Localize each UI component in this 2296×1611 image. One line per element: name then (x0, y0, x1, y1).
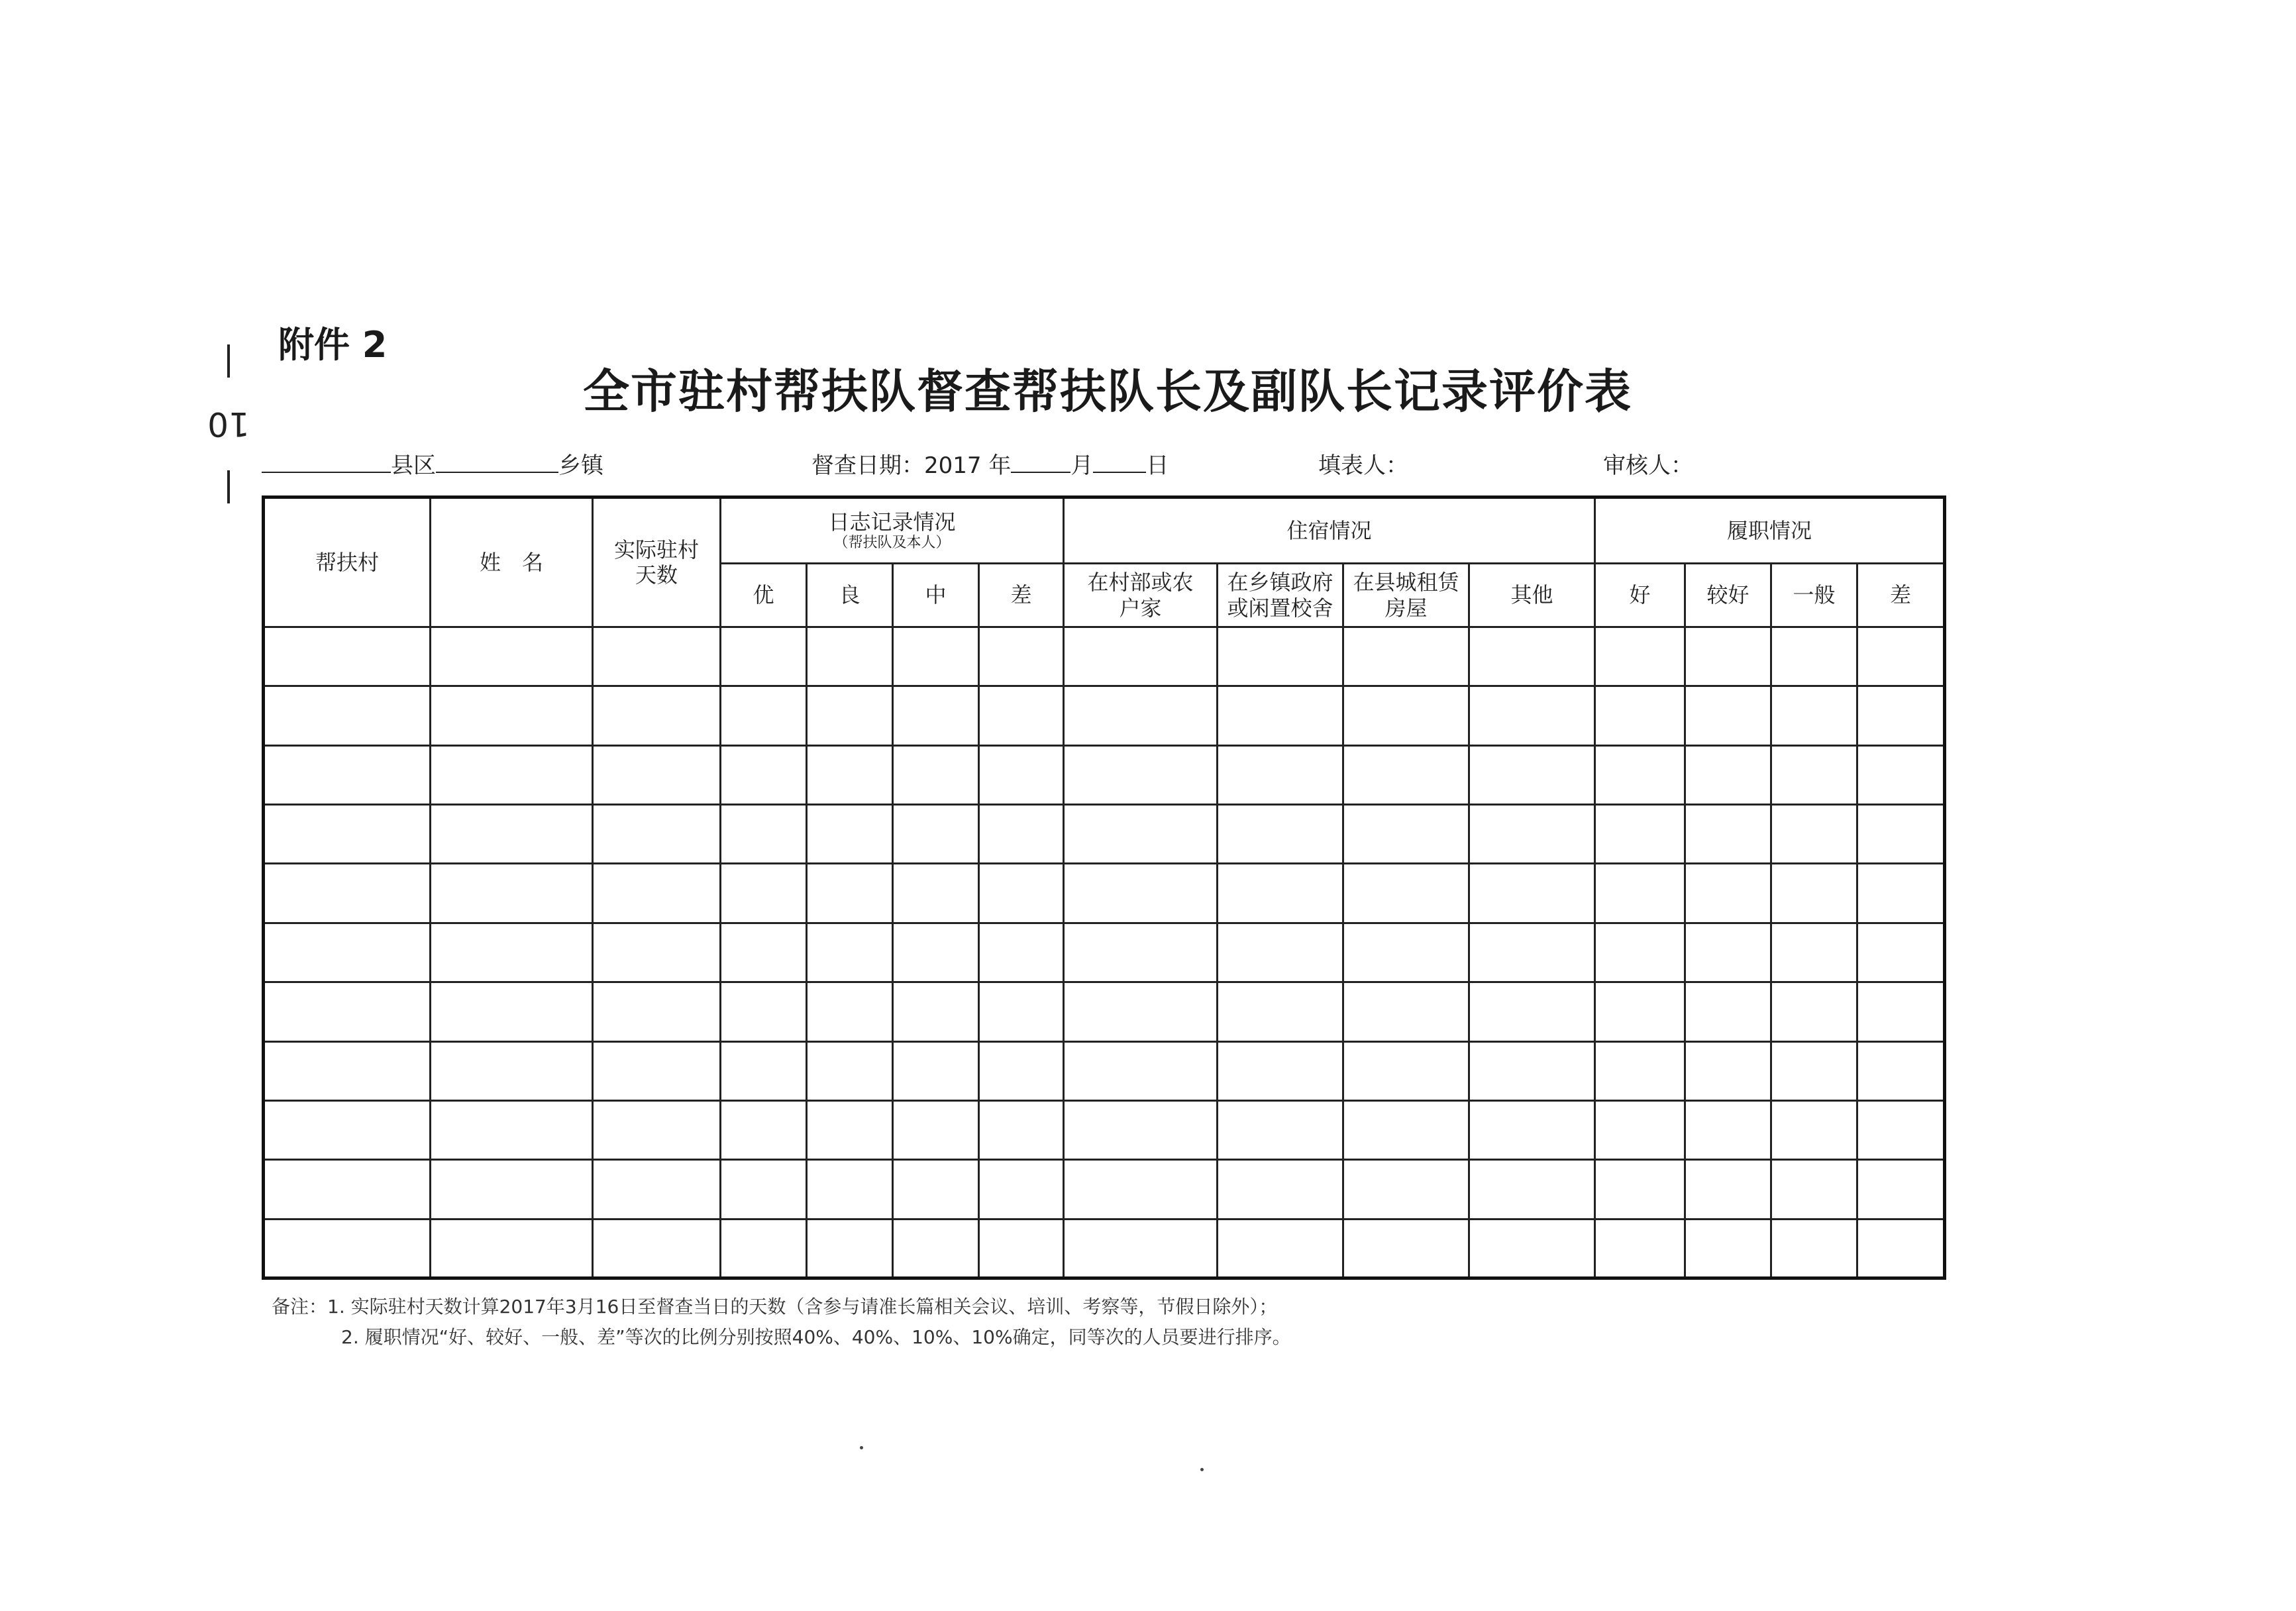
table-cell (1469, 923, 1595, 982)
table-cell (1685, 982, 1771, 1041)
table-cell (893, 1160, 979, 1219)
table-cell (431, 864, 593, 923)
table-cell (431, 745, 593, 804)
table-cell (893, 686, 979, 745)
table-cell (721, 745, 807, 804)
table-cell (1771, 627, 1857, 686)
table-cell (1857, 1041, 1945, 1100)
table-cell (431, 1219, 593, 1278)
scan-speck (860, 1446, 863, 1449)
month-blank (1011, 452, 1070, 473)
table-cell (1218, 923, 1343, 982)
table-cell (1595, 1219, 1685, 1278)
table-cell (1343, 1100, 1469, 1159)
table-cell (593, 864, 721, 923)
table-cell (807, 1160, 893, 1219)
table-cell (1595, 745, 1685, 804)
table-cell (979, 1100, 1064, 1159)
table-cell (1685, 805, 1771, 864)
table-cell (893, 982, 979, 1041)
table-cell (1595, 1100, 1685, 1159)
table-cell (1064, 1219, 1218, 1278)
table-cell (979, 745, 1064, 804)
table-cell (721, 1100, 807, 1159)
table-cell (1857, 805, 1945, 864)
table-cell (721, 805, 807, 864)
table-cell (1771, 1100, 1857, 1159)
table-cell (1064, 864, 1218, 923)
table-cell (1343, 805, 1469, 864)
table-row (264, 1160, 1945, 1219)
header-log-title: 日志记录情况 (828, 509, 956, 535)
table-cell (807, 864, 893, 923)
table-cell (1685, 1219, 1771, 1278)
header-lodging-township: 在乡镇政府或闲置校舍 (1218, 564, 1343, 627)
table-cell (893, 745, 979, 804)
table-cell (893, 1219, 979, 1278)
notes (272, 1292, 1291, 1353)
table-cell (593, 686, 721, 745)
table-cell (979, 627, 1064, 686)
header-log-note: （帮扶队及本人） (833, 535, 951, 551)
table-cell (807, 805, 893, 864)
table-row (264, 923, 1945, 982)
table-cell (1343, 627, 1469, 686)
table-cell (264, 805, 431, 864)
table-cell (1218, 745, 1343, 804)
table-cell (264, 1219, 431, 1278)
table-cell (1771, 1160, 1857, 1219)
table-cell (721, 1041, 807, 1100)
table-cell (807, 686, 893, 745)
table-cell (431, 982, 593, 1041)
table-cell (431, 627, 593, 686)
header-duty-good: 好 (1595, 564, 1685, 627)
table-cell (1343, 686, 1469, 745)
table-cell (264, 1100, 431, 1159)
table-row (264, 864, 1945, 923)
table-cell (1064, 805, 1218, 864)
table-cell (1469, 745, 1595, 804)
township-label: 乡镇 (558, 452, 603, 479)
table-cell (1218, 982, 1343, 1041)
table-row (264, 686, 1945, 745)
table-cell (264, 627, 431, 686)
county-label: 县区 (391, 452, 436, 479)
table-cell (1469, 1160, 1595, 1219)
table-cell (1595, 1160, 1685, 1219)
table-cell (1857, 745, 1945, 804)
table-cell (893, 805, 979, 864)
table-cell (1857, 1160, 1945, 1219)
table-cell (1064, 745, 1218, 804)
table-body (264, 627, 1945, 1278)
table-cell (807, 923, 893, 982)
table-cell (593, 1219, 721, 1278)
table-cell (721, 864, 807, 923)
table-cell (1343, 864, 1469, 923)
header-lodging-village: 在村部或农户家 (1064, 564, 1218, 627)
table-cell (1218, 864, 1343, 923)
table-cell (1857, 923, 1945, 982)
table-cell (1771, 864, 1857, 923)
table-row (264, 982, 1945, 1041)
date-prefix: 督查日期：2017 年 (811, 452, 1012, 479)
table-cell (893, 864, 979, 923)
table-cell (893, 1041, 979, 1100)
header-log-excellent: 优 (721, 564, 807, 627)
table-cell (979, 982, 1064, 1041)
table-cell (1218, 627, 1343, 686)
table-cell (1771, 923, 1857, 982)
header-days: 实际驻村天数 (593, 497, 721, 627)
table-cell (1595, 923, 1685, 982)
table-cell (593, 1041, 721, 1100)
table-cell (264, 864, 431, 923)
table-cell (807, 1100, 893, 1159)
table-cell (1218, 1100, 1343, 1159)
table-cell (1343, 1219, 1469, 1278)
table-cell (264, 686, 431, 745)
table-cell (1857, 627, 1945, 686)
table-cell (1064, 982, 1218, 1041)
attachment-label: 附件 2 (278, 324, 388, 366)
note-line-1: 备注：1. 实际驻村天数计算2017年3月16日至督查当日的天数（含参与请准长篇相关会议、培训、考察等，节假日除外）； (272, 1296, 1278, 1318)
table-cell (1469, 686, 1595, 745)
header-log-poor: 差 (979, 564, 1064, 627)
note-line-2: 2. 履职情况“好、较好、一般、差”等次的比例分别按照40%、40%、10%、10%确定，同等次的人员要进行排序。 (341, 1326, 1291, 1348)
table-cell (1064, 1100, 1218, 1159)
header-log-good: 良 (807, 564, 893, 627)
table-cell (1343, 923, 1469, 982)
table-cell (1857, 982, 1945, 1041)
table-cell (593, 627, 721, 686)
table-row (264, 805, 1945, 864)
table-cell (1685, 686, 1771, 745)
table-cell (1469, 627, 1595, 686)
table-cell (1685, 1160, 1771, 1219)
table-cell (1218, 1041, 1343, 1100)
table-cell (893, 1100, 979, 1159)
table-cell (807, 1041, 893, 1100)
table-cell (1469, 864, 1595, 923)
header-duty-group: 履职情况 (1595, 497, 1945, 564)
table-cell (1469, 1219, 1595, 1278)
day-blank (1093, 452, 1146, 473)
table-cell (431, 805, 593, 864)
table-row (264, 1041, 1945, 1100)
table-row (264, 1219, 1945, 1278)
table-cell (593, 982, 721, 1041)
table-cell (1771, 1219, 1857, 1278)
table-row (264, 627, 1945, 686)
evaluation-table (262, 495, 1946, 1280)
table-cell (593, 1100, 721, 1159)
header-duty-average: 一般 (1771, 564, 1857, 627)
table-cell (264, 1160, 431, 1219)
table-cell (979, 1041, 1064, 1100)
township-blank (436, 452, 558, 473)
table-cell (721, 627, 807, 686)
table-cell (1218, 1219, 1343, 1278)
table-cell (807, 1219, 893, 1278)
table-cell (979, 805, 1064, 864)
table-cell (1595, 686, 1685, 745)
table-cell (893, 923, 979, 982)
header-duty-poor: 差 (1857, 564, 1945, 627)
table-cell (979, 686, 1064, 745)
page-number-dash-top (227, 344, 230, 378)
header-name: 姓 名 (431, 497, 593, 627)
table-cell (979, 1160, 1064, 1219)
table-cell (1595, 1041, 1685, 1100)
table-cell (1857, 864, 1945, 923)
table-cell (721, 982, 807, 1041)
header-duty-fairly-good: 较好 (1685, 564, 1771, 627)
table-cell (721, 1160, 807, 1219)
header-row-1 (264, 497, 1945, 564)
table-cell (1595, 864, 1685, 923)
table-cell (1064, 1041, 1218, 1100)
table-cell (1064, 923, 1218, 982)
page-number-text: 10 (207, 405, 250, 443)
table-cell (1771, 982, 1857, 1041)
reviewer-label: 审核人： (1603, 452, 1693, 479)
table-cell (1685, 1041, 1771, 1100)
table-cell (1771, 805, 1857, 864)
filler-field (1318, 447, 1408, 480)
table-cell (807, 627, 893, 686)
county-blank (262, 452, 391, 473)
table-cell (431, 1041, 593, 1100)
table-cell (264, 923, 431, 982)
table-cell (1685, 745, 1771, 804)
table-cell (721, 1219, 807, 1278)
header-log-group (721, 497, 1064, 564)
table-cell (1771, 745, 1857, 804)
day-label: 日 (1146, 452, 1169, 479)
header-lodging-county: 在县城租赁房屋 (1343, 564, 1469, 627)
table-cell (1469, 1041, 1595, 1100)
table-cell (593, 745, 721, 804)
table-cell (1771, 1041, 1857, 1100)
header-lodging-group: 住宿情况 (1064, 497, 1595, 564)
table-cell (1857, 1100, 1945, 1159)
table-cell (1469, 982, 1595, 1041)
table-cell (1218, 1160, 1343, 1219)
table-cell (1218, 686, 1343, 745)
table-cell (264, 982, 431, 1041)
table-cell (807, 745, 893, 804)
table-cell (721, 686, 807, 745)
table-cell (1343, 1160, 1469, 1219)
table-cell (1343, 745, 1469, 804)
table-cell (1857, 1219, 1945, 1278)
table-cell (593, 805, 721, 864)
table-cell (979, 1219, 1064, 1278)
table-cell (1064, 1160, 1218, 1219)
table-cell (807, 982, 893, 1041)
table-cell (431, 686, 593, 745)
table-cell (264, 1041, 431, 1100)
header-log-medium: 中 (893, 564, 979, 627)
page-number-dash-bottom (227, 470, 230, 503)
table-cell (1343, 1041, 1469, 1100)
table-cell (431, 1100, 593, 1159)
table-cell (979, 923, 1064, 982)
table-cell (431, 923, 593, 982)
table-cell (264, 745, 431, 804)
table-cell (1469, 805, 1595, 864)
table-cell (593, 923, 721, 982)
header-lodging-other: 其他 (1469, 564, 1595, 627)
table-cell (1064, 627, 1218, 686)
table-cell (1064, 686, 1218, 745)
table-cell (593, 1160, 721, 1219)
county-township-field (262, 447, 603, 480)
table-cell (1469, 1100, 1595, 1159)
table-cell (1857, 686, 1945, 745)
table-cell (1343, 982, 1469, 1041)
table-cell (431, 1160, 593, 1219)
table-cell (893, 627, 979, 686)
table-cell (1595, 805, 1685, 864)
table-cell (979, 864, 1064, 923)
inspection-date-field (811, 447, 1169, 480)
table-cell (1595, 982, 1685, 1041)
table-cell (1685, 864, 1771, 923)
table-cell (1218, 805, 1343, 864)
scan-speck (1200, 1468, 1204, 1471)
filler-label: 填表人： (1318, 452, 1408, 479)
month-label: 月 (1070, 452, 1094, 479)
page-title: 全市驻村帮扶队督查帮扶队长及副队长记录评价表 (583, 364, 1632, 419)
table-cell (1595, 627, 1685, 686)
page-number (199, 344, 258, 503)
table-row (264, 1100, 1945, 1159)
table-cell (1685, 627, 1771, 686)
reviewer-field (1603, 447, 1693, 480)
table-cell (1771, 686, 1857, 745)
table-cell (721, 923, 807, 982)
table-cell (1685, 1100, 1771, 1159)
header-village: 帮扶村 (264, 497, 431, 627)
table-cell (1685, 923, 1771, 982)
table-row (264, 745, 1945, 804)
